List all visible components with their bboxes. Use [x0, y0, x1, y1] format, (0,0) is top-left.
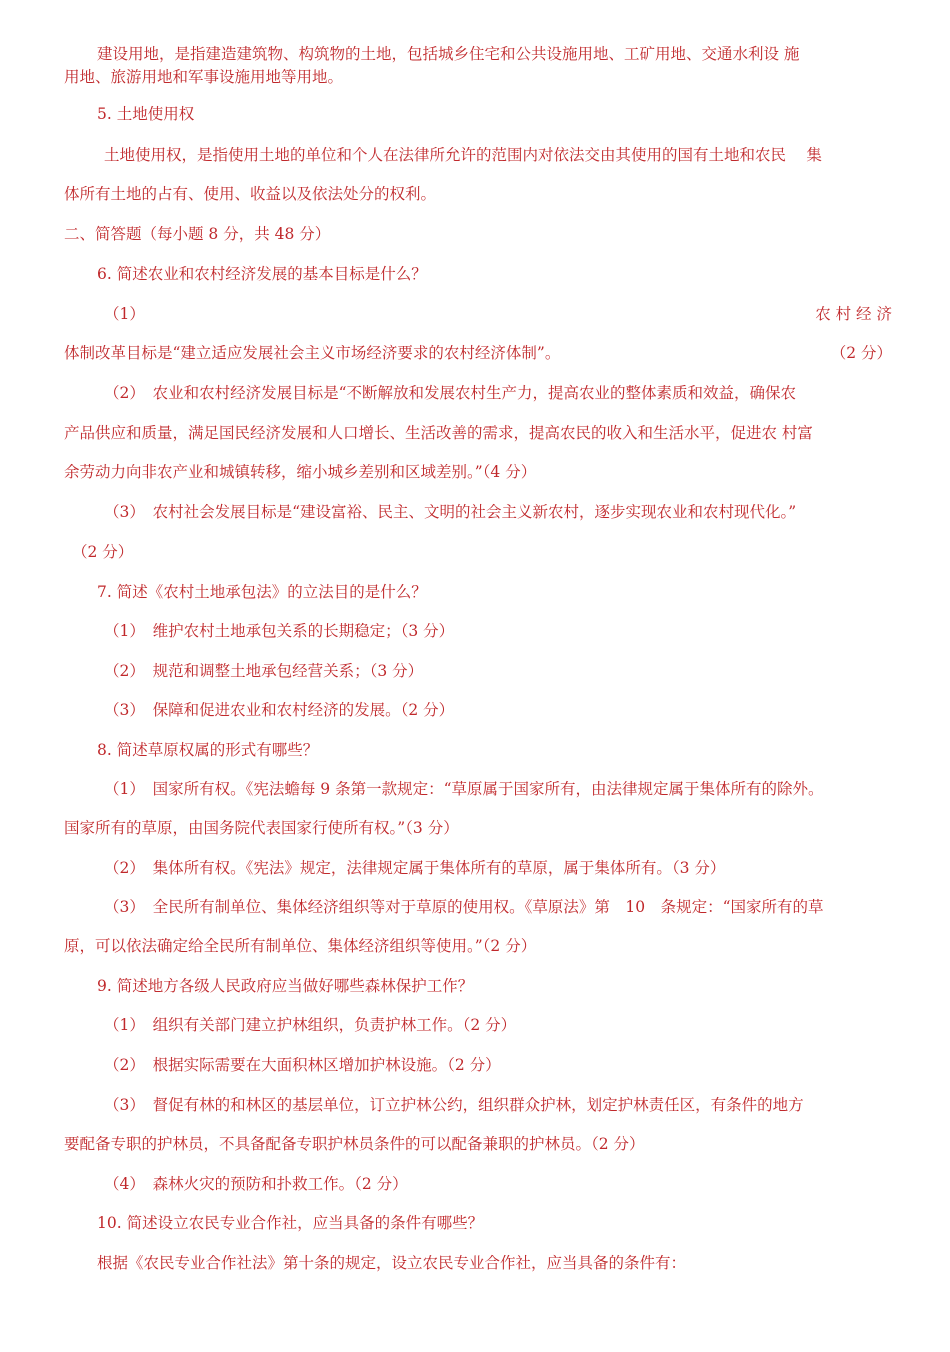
paragraph-line: 体所有土地的占有、使用、收益以及依法处分的权利。	[64, 185, 437, 203]
paragraph-line: 原，可以依法确定给全民所有制单位、集体经济组织等使用。”（2 分）	[64, 937, 537, 955]
answer-item: （3） 农村社会发展目标是“建设富裕、民主、文明的社会主义新农村，逐步实现农业和农村现代化。”	[104, 503, 797, 521]
question-heading: 7. 简述《农村土地承包法》的立法目的是什么？	[97, 583, 427, 601]
paragraph-line: 建设用地，是指建造建筑物、构筑物的土地，包括城乡住宅和公共设施用地、工矿用地、交通水利设 施	[97, 45, 800, 63]
paragraph-line: 余劳动力向非农产业和城镇转移，缩小城乡差别和区域差别。”（4 分）	[64, 463, 537, 481]
paragraph-line: 用地、旅游用地和军事设施用地等用地。	[64, 68, 344, 86]
section-heading: 5. 土地使用权	[97, 105, 195, 123]
answer-item: （2） 根据实际需要在大面积林区增加护林设施。（2 分）	[104, 1056, 501, 1074]
answer-item: （2） 规范和调整土地承包经营关系；（3 分）	[104, 662, 424, 680]
answer-item: （1） 维护农村土地承包关系的长期稳定；（3 分）	[104, 622, 455, 640]
item-text-right: 农 村 经 济	[815, 305, 892, 323]
item-number: （1）	[104, 305, 145, 323]
score-label: （2 分）	[830, 344, 892, 362]
question-heading: 10. 简述设立农民专业合作社，应当具备的条件有哪些？	[97, 1214, 484, 1232]
paragraph-line: 要配备专职的护林员，不具备配备专职护林员条件的可以配备兼职的护林员。（2 分）	[64, 1135, 645, 1153]
paragraph-line: 根据《农民专业合作社法》第十条的规定，设立农民专业合作社，应当具备的条件有：	[97, 1254, 687, 1272]
split-line	[104, 304, 892, 324]
paragraph-line: 国家所有的草原，由国务院代表国家行使所有权。”（3 分）	[64, 819, 459, 837]
paragraph-line: 产品供应和质量，满足国民经济发展和人口增长、生活改善的需求，提高农民的收入和生活水平，促进农 村富	[64, 424, 813, 442]
answer-item: （2） 集体所有权。《宪法》规定，法律规定属于集体所有的草原，属于集体所有。（3 分）	[104, 859, 726, 877]
question-heading: 9. 简述地方各级人民政府应当做好哪些森林保护工作？	[97, 977, 474, 995]
paragraph-line-with-score	[64, 343, 892, 363]
answer-item: （3） 全民所有制单位、集体经济组织等对于草原的使用权。《草原法》第 10 条规定：“国家所有的草	[104, 898, 824, 916]
paragraph-text: 体制改革目标是“建立适应发展社会主义市场经济要求的农村经济体制”。	[64, 344, 561, 362]
question-heading: 8. 简述草原权属的形式有哪些？	[97, 741, 319, 759]
paragraph-line: 土地使用权，是指使用土地的单位和个人在法律所允许的范围内对依法交由其使用的国有土地和农民 集	[104, 146, 822, 164]
answer-item: （1） 组织有关部门建立护林组织，负责护林工作。（2 分）	[104, 1016, 517, 1034]
answer-item: （3） 督促有林的和林区的基层单位，订立护林公约，组织群众护林，划定护林责任区，有条件的地方	[104, 1096, 804, 1114]
answer-item: （3） 保障和促进农业和农村经济的发展。（2 分）	[104, 701, 455, 719]
question-heading: 6. 简述农业和农村经济发展的基本目标是什么？	[97, 265, 427, 283]
answer-item: （2） 农业和农村经济发展目标是“不断解放和发展农村生产力，提高农业的整体素质和效益，确保农	[104, 384, 797, 402]
score-label: （2 分）	[72, 543, 134, 561]
section-heading: 二、简答题（每小题 8 分，共 48 分）	[64, 225, 331, 243]
answer-item: （4） 森林火灾的预防和扑救工作。（2 分）	[104, 1175, 408, 1193]
answer-item: （1） 国家所有权。《宪法蟾每 9 条第一款规定：“草原属于国家所有，由法律规定属于集体所有的除外。	[104, 780, 824, 798]
